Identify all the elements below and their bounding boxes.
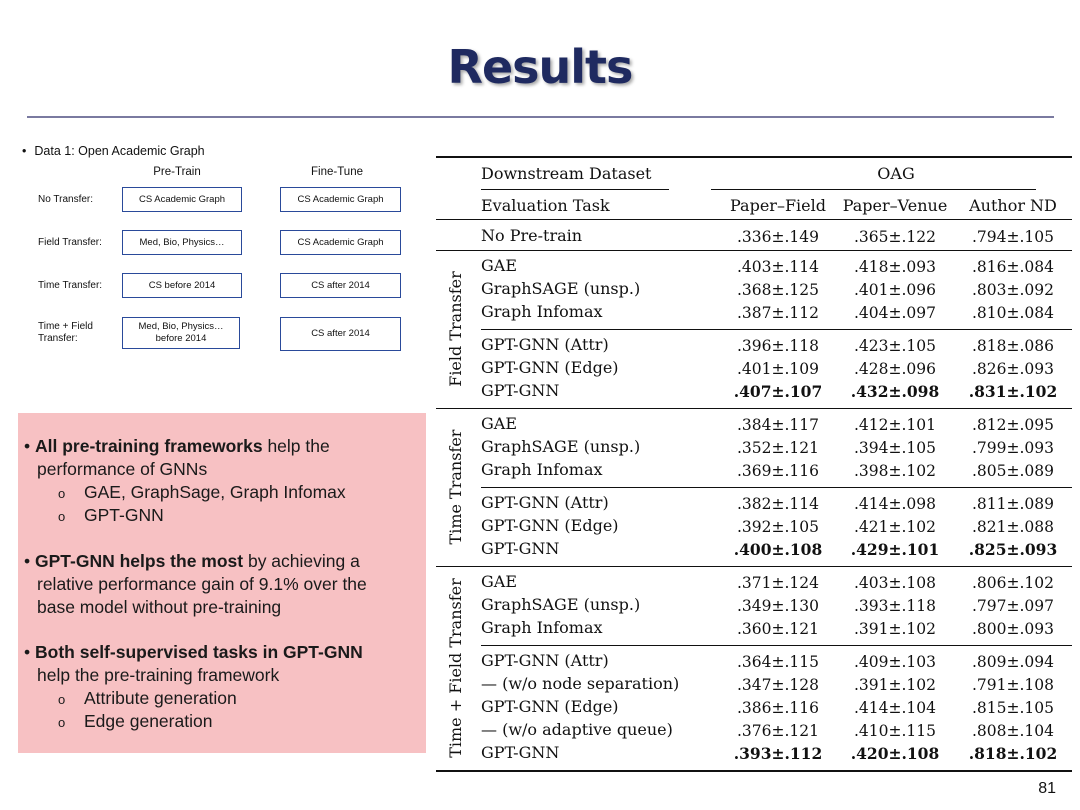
table-rule (481, 645, 1072, 646)
row-name: Graph Infomax (481, 618, 603, 637)
table-cell: .384±.117 (736, 416, 819, 434)
group-label: Field Transfer (446, 271, 465, 387)
page-number: 81 (1038, 780, 1056, 797)
finetune-box-field-transfer: CS Academic Graph (280, 230, 401, 255)
row-name: GAE (481, 414, 518, 433)
finding-1 (24, 435, 330, 458)
table-cell: .423±.105 (853, 337, 936, 355)
table-cell: .360±.121 (736, 620, 819, 638)
table-cell: .420±.108 (850, 744, 940, 763)
sub-marker: o (58, 486, 66, 501)
row-name: Graph Infomax (481, 460, 603, 479)
row-name: GPT-GNN (Attr) (481, 493, 609, 512)
sub-marker: o (58, 715, 66, 730)
header-task: Paper–Field (730, 196, 826, 215)
finding-2-line2: relative performance gain of 9.1% over the (37, 574, 367, 594)
table-cell: .803±.092 (971, 281, 1054, 299)
table-cell: .403±.114 (736, 258, 819, 276)
header-oag: OAG (877, 164, 915, 183)
header-downstream-dataset: Downstream Dataset (481, 164, 652, 183)
table-cell: .799±.093 (971, 439, 1054, 457)
table-cell: .811±.089 (971, 495, 1054, 513)
table-cell: .369±.116 (736, 462, 819, 480)
row-name: GPT-GNN (Attr) (481, 651, 609, 670)
table-cell: .393±.118 (853, 597, 936, 615)
group-label: Time Transfer (446, 429, 465, 545)
table-cell: .382±.114 (736, 495, 819, 513)
finding-3-bold: Both self-supervised tasks in GPT-GNN (35, 642, 363, 662)
table-cell: .428±.096 (853, 360, 936, 378)
finding-1-rest: help the (262, 436, 330, 456)
finding-1-sub2-text: GPT-GNN (84, 505, 164, 525)
table-cell: .818±.102 (968, 744, 1058, 763)
table-cell: .352±.121 (736, 439, 819, 457)
table-cell: .794±.105 (971, 228, 1054, 246)
table-cell: .806±.102 (971, 574, 1054, 592)
table-cell: .816±.084 (971, 258, 1054, 276)
table-cell: .394±.105 (853, 439, 936, 457)
table-rule (711, 189, 1036, 190)
finding-2-rest: by achieving a (243, 551, 360, 571)
table-cell: .831±.102 (968, 382, 1058, 401)
table-cell: .808±.104 (971, 722, 1054, 740)
table-cell: .391±.102 (853, 620, 936, 638)
table-rule (436, 566, 1072, 567)
finding-3-sub2-text: Edge generation (84, 711, 213, 731)
sub-marker: o (58, 509, 66, 524)
table-cell: .412±.101 (853, 416, 936, 434)
row-name: GAE (481, 572, 518, 591)
table-cell: .810±.084 (971, 304, 1054, 322)
finding-2-line3: base model without pre-training (37, 597, 282, 617)
row-name: GraphSAGE (unsp.) (481, 595, 641, 614)
table-cell: .336±.149 (736, 228, 819, 246)
table-rule (436, 250, 1072, 251)
findings-box (18, 413, 426, 753)
table-rule (481, 189, 669, 190)
header-task: Paper–Venue (842, 196, 948, 215)
row-name: GPT-GNN (Edge) (481, 358, 619, 377)
table-cell: .409±.103 (853, 653, 936, 671)
finding-3-sub2 (58, 710, 212, 734)
table-rule (481, 487, 1072, 488)
table-cell: .815±.105 (971, 699, 1054, 717)
row-name: — (w/o node separation) (481, 674, 680, 693)
table-cell: .805±.089 (971, 462, 1054, 480)
row-name: Graph Infomax (481, 302, 603, 321)
heading-bullet: • (22, 144, 27, 158)
table-cell: .347±.128 (736, 676, 819, 694)
title-divider (27, 116, 1054, 118)
row-name: GPT-GNN (Attr) (481, 335, 609, 354)
finetune-column-header: Fine-Tune (311, 166, 363, 178)
header-evaluation-task: Evaluation Task (481, 196, 610, 215)
row-label-no-transfer: No Transfer: (38, 194, 94, 205)
table-cell: .432±.098 (850, 382, 940, 401)
row-name: GPT-GNN (481, 539, 560, 558)
table-rule (436, 219, 1072, 220)
table-cell: .386±.116 (736, 699, 819, 717)
pretrain-box-field-transfer: Med, Bio, Physics… (122, 230, 242, 255)
table-cell: .371±.124 (736, 574, 819, 592)
table-cell: .418±.093 (853, 258, 936, 276)
table-rule (436, 408, 1072, 409)
sub-marker: o (58, 692, 66, 707)
row-name: GPT-GNN (481, 743, 560, 762)
table-rule (481, 329, 1072, 330)
table-cell: .821±.088 (971, 518, 1054, 536)
row-name: GraphSAGE (unsp.) (481, 279, 641, 298)
group-label: Time + Field Transfer (446, 578, 465, 758)
row-label-field-transfer: Field Transfer: (38, 237, 102, 248)
finding-1-sub2 (58, 504, 164, 528)
table-cell: .429±.101 (850, 540, 940, 559)
row-name: GAE (481, 256, 518, 275)
heading-text: Data 1: Open Academic Graph (34, 144, 205, 158)
bullet: • (24, 551, 31, 571)
bullet: • (24, 642, 31, 662)
row-label-time-transfer: Time Transfer: (38, 280, 103, 291)
row-name: GPT-GNN (481, 381, 560, 400)
table-cell: .387±.112 (736, 304, 819, 322)
row-label-time-field-transfer: Time + Field Transfer: (38, 321, 93, 344)
pretrain-column-header: Pre-Train (153, 166, 201, 178)
table-cell: .421±.102 (853, 518, 936, 536)
table-cell: .365±.122 (853, 228, 936, 246)
table-cell: .364±.115 (736, 653, 819, 671)
table-cell: .812±.095 (971, 416, 1054, 434)
row-name-no-pretrain: No Pre-train (481, 226, 583, 245)
finding-3 (24, 641, 363, 664)
finding-2 (24, 550, 360, 573)
table-rule (436, 156, 1072, 158)
finding-2-bold: GPT-GNN helps the most (35, 551, 244, 571)
table-cell: .410±.115 (853, 722, 936, 740)
finding-3-line2: help the pre-training framework (37, 665, 280, 685)
finetune-box-no-transfer: CS Academic Graph (280, 187, 401, 212)
table-cell: .368±.125 (736, 281, 819, 299)
table-cell: .396±.118 (736, 337, 819, 355)
row-name: — (w/o adaptive queue) (481, 720, 673, 739)
table-cell: .404±.097 (853, 304, 936, 322)
row-name: GPT-GNN (Edge) (481, 697, 619, 716)
table-cell: .818±.086 (971, 337, 1054, 355)
table-cell: .825±.093 (968, 540, 1058, 559)
bullet: • (24, 436, 31, 456)
data-heading (22, 144, 205, 158)
finding-1-sub1-text: GAE, GraphSage, Graph Infomax (84, 482, 346, 502)
pretrain-box-time-field-transfer: Med, Bio, Physics… before 2014 (122, 317, 240, 349)
table-cell: .407±.107 (733, 382, 823, 401)
table-cell: .414±.104 (853, 699, 936, 717)
finding-1-line2: performance of GNNs (37, 459, 208, 479)
table-cell: .826±.093 (971, 360, 1054, 378)
slide-title: Results (447, 40, 633, 94)
table-cell: .800±.093 (971, 620, 1054, 638)
finding-3-sub1 (58, 687, 237, 711)
pretrain-box-no-transfer: CS Academic Graph (122, 187, 242, 212)
table-cell: .414±.098 (853, 495, 936, 513)
finding-1-bold: All pre-training frameworks (35, 436, 263, 456)
table-cell: .391±.102 (853, 676, 936, 694)
table-cell: .401±.096 (853, 281, 936, 299)
finetune-box-time-transfer: CS after 2014 (280, 273, 401, 298)
table-cell: .398±.102 (853, 462, 936, 480)
table-cell: .392±.105 (736, 518, 819, 536)
finding-3-sub1-text: Attribute generation (84, 688, 237, 708)
finetune-box-time-field-transfer: CS after 2014 (280, 317, 401, 351)
table-cell: .349±.130 (736, 597, 819, 615)
results-table (436, 156, 1072, 766)
table-cell: .393±.112 (733, 744, 823, 763)
finding-1-sub1 (58, 481, 346, 505)
pretrain-box-time-transfer: CS before 2014 (122, 273, 242, 298)
table-cell: .403±.108 (853, 574, 936, 592)
header-task: Author ND (969, 196, 1057, 215)
table-cell: .809±.094 (971, 653, 1054, 671)
row-name: GPT-GNN (Edge) (481, 516, 619, 535)
table-cell: .376±.121 (736, 722, 819, 740)
table-rule (436, 770, 1072, 772)
table-cell: .797±.097 (971, 597, 1054, 615)
table-cell: .791±.108 (971, 676, 1054, 694)
row-name: GraphSAGE (unsp.) (481, 437, 641, 456)
table-cell: .401±.109 (736, 360, 819, 378)
table-cell: .400±.108 (733, 540, 823, 559)
